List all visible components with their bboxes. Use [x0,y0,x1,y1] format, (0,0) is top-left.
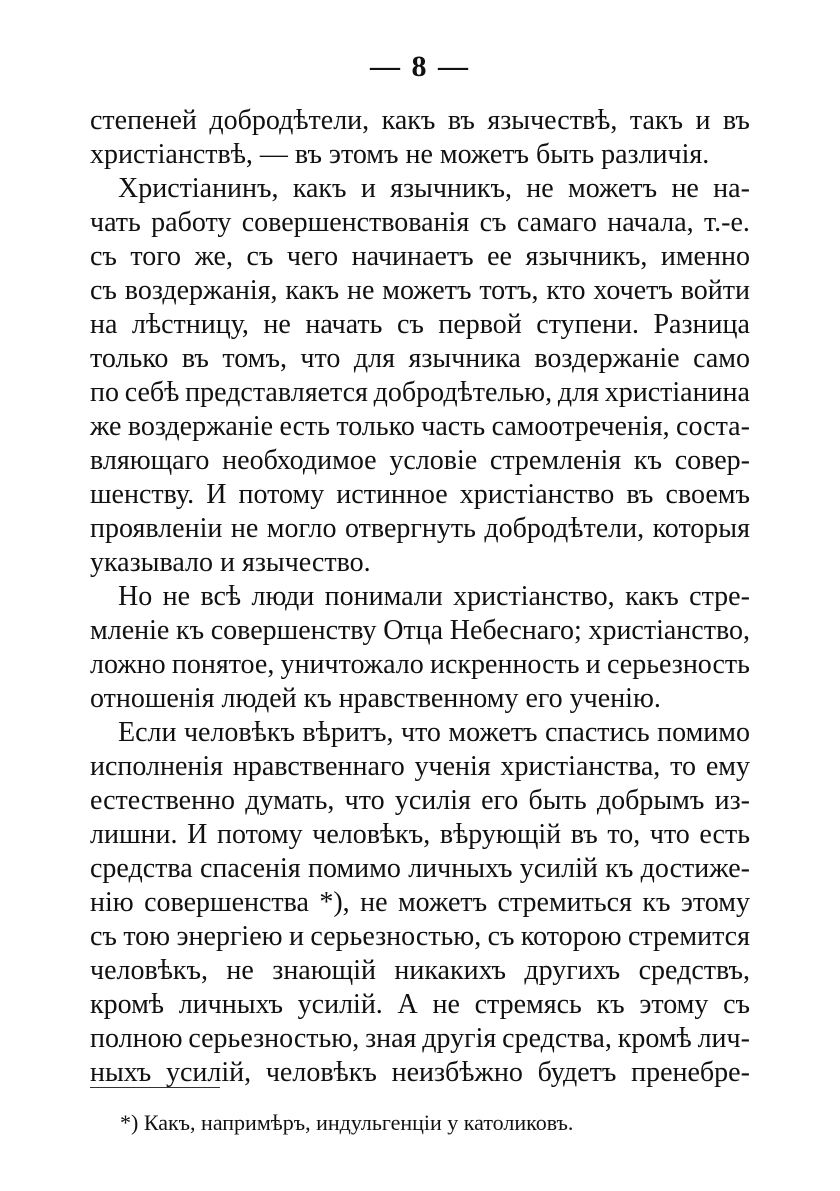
word: стремясь [474,989,582,1020]
word: усилія [394,785,471,816]
word: этому [680,887,750,918]
word: воздержаніе [534,343,680,374]
word: именно [660,241,750,272]
word: усилій, [165,1057,252,1088]
word: достиже- [640,853,750,884]
word: можетъ [448,717,538,748]
line-text: указывало и язычество. [90,547,371,578]
word: вѣритъ, [302,717,394,748]
word: совершенства [144,887,309,918]
text-line [90,887,750,921]
word: Но [118,581,153,612]
word: только [90,343,169,374]
word: кто [546,275,586,306]
page-number: — 8 — [370,50,470,83]
word: серьезностью, [188,1023,360,1054]
word: не [432,989,460,1020]
word: быть [528,785,587,816]
text-line [90,275,750,309]
word: мленіе [90,615,170,646]
word: можетъ [382,275,472,306]
word: воздержанія, [124,275,278,306]
word: Небеснаго; [449,615,582,646]
text-line [90,615,750,649]
word: ложно [90,649,166,680]
word: хочетъ [593,275,673,306]
word: зная [365,1023,417,1054]
word: человѣкъ [183,717,295,748]
word: самаго [516,207,597,238]
word: христіанство [459,479,615,510]
word: проявленіи [90,513,223,544]
word: по [90,377,119,408]
word: же [90,411,122,442]
word: помимо [657,717,750,748]
word: язычникъ, [525,241,648,272]
word: и [360,173,376,204]
word: усилій. [297,989,383,1020]
word: христіанство, [453,581,615,612]
word: своемъ [665,479,750,510]
word: лич- [697,1023,750,1054]
word: нравственнаго [232,751,405,782]
word: из- [714,785,750,816]
word: съ [90,241,117,272]
word: и [585,649,601,680]
text-line [90,445,750,479]
word: средства [90,853,193,884]
word: что [649,819,690,850]
word: только [336,411,415,442]
word: тотъ, [479,275,539,306]
text-line [90,377,750,411]
word: къ [642,887,671,918]
word: въ [570,819,598,850]
word: человѣкъ, [90,955,208,986]
word: можетъ [397,887,488,918]
word: на- [713,173,750,204]
word: добродѣтели, [484,513,645,544]
word: добродѣтелью, [373,377,553,408]
word: не [226,955,254,986]
line-text: отношенія людей къ нравственному его ученію. [90,683,661,714]
word: могло [266,513,337,544]
word: того [130,241,182,272]
word: въ [447,105,475,136]
word: совершенствованія [241,207,470,238]
word: совер- [674,445,750,476]
word: истинное [336,479,448,510]
word: помимо [308,853,401,884]
word: не [263,309,291,340]
word: какъ [285,275,340,306]
word: Отца [383,615,444,646]
word: шенству. [90,479,195,510]
word: И [187,819,208,850]
word: спастись [544,717,650,748]
word: этому [639,989,709,1020]
word: добрымъ [596,785,705,816]
word: же, [194,241,233,272]
word: христіанина [604,377,750,408]
text-line [90,309,750,343]
word: самоотреченія, [491,411,670,442]
footnote: *) Какъ, напримѣръ, индульгенціи у католиковъ. [120,1110,574,1135]
word: люди [251,581,315,612]
word: начинаетъ [351,241,474,272]
text-line [90,649,750,683]
text-line [90,411,750,445]
word: нію [90,887,134,918]
word: то [670,751,697,782]
word: какъ [625,581,679,612]
word: на [90,309,118,340]
text-line [90,785,750,819]
word: въ [722,105,750,136]
word: необходимое [222,445,377,476]
text-line [90,241,750,275]
text-line [90,955,750,989]
word: для [557,377,599,408]
word: и [288,921,304,952]
word: потому [238,479,325,510]
word: понимали [324,581,443,612]
word: не [671,173,699,204]
word: усилій [519,853,598,884]
word: которыя [652,513,750,544]
word: христіанства, [500,751,661,782]
word: личныхъ [178,989,283,1020]
word: первой [438,309,522,340]
word: условіе [389,445,478,476]
body-text [90,105,750,1091]
word: пренебре- [631,1057,750,1088]
word: уничтожало [280,649,424,680]
word: серьезностью, [310,921,482,952]
word: работу [151,207,232,238]
word: стремленія [489,445,622,476]
word: христіанство, [588,615,750,646]
text-line [90,853,750,887]
word: Если [118,717,177,748]
word: часть [421,411,486,442]
word: Разница [653,309,750,340]
word: ему [705,751,750,782]
text-line [90,751,750,785]
word: какъ [292,173,347,204]
word: добродѣтели, [209,105,370,136]
word: есть [699,819,750,850]
word: другихъ [524,955,621,986]
word: чего [286,241,339,272]
word: человѣкъ [265,1057,377,1088]
word: въ [181,343,209,374]
word: начать [305,309,383,340]
text-line [90,105,750,139]
word: спасенія [200,853,301,884]
word: всѣ [200,581,242,612]
word: лѣстницу, [131,309,249,340]
word: не [526,173,554,204]
word: язычествѣ, [487,105,618,136]
text-line [90,683,750,717]
word: ныхъ [90,1057,152,1088]
word: представляется [185,377,368,408]
word: язычника [408,343,521,374]
word: то, [607,819,641,850]
word: чать [90,207,141,238]
word: степеней [90,105,197,136]
word: себѣ [124,377,180,408]
word: томъ, [222,343,287,374]
word: И [206,479,227,510]
text-line [90,1057,750,1091]
word: само [693,343,750,374]
word: не [360,887,388,918]
text-line [90,343,750,377]
word: личныхъ [408,853,513,884]
text-line [90,139,750,173]
text-line [90,1023,750,1057]
word: съ [246,241,274,272]
word: совершенству [210,615,377,646]
word: понятое, [171,649,275,680]
word: какъ [381,105,436,136]
text-line [90,173,750,207]
word: другія [422,1023,497,1054]
word: потому [216,819,303,850]
word: съ [90,275,117,306]
word: для [353,343,395,374]
word: въ [626,479,654,510]
word: лишни. [90,819,178,850]
word: ступени. [536,309,639,340]
word: можетъ [568,173,658,204]
word: что [344,785,385,816]
word: его [481,785,519,816]
word: средства, [502,1023,612,1054]
word: начала, [607,207,694,238]
word: стремится [627,921,750,952]
word: съ [396,309,424,340]
word: соста- [676,411,750,442]
text-line [90,479,750,513]
word: искренность [430,649,580,680]
word: и [695,105,711,136]
word: съ [479,207,507,238]
word: А [397,989,418,1020]
word: которою [520,921,622,952]
word: будетъ [537,1057,617,1088]
word: отвергнуть [345,513,476,544]
word: человѣкъ, [312,819,431,850]
word: вляющаго [90,445,210,476]
word: стре- [689,581,750,612]
word: съ [90,921,117,952]
word: никакихъ [394,955,506,986]
text-line [90,547,750,581]
word: есть [279,411,331,442]
text-line [90,513,750,547]
text-line [90,921,750,955]
text-line [90,819,750,853]
word: вѣрующій [439,819,562,850]
word: серьезность [607,649,750,680]
word: энергіею [176,921,283,952]
text-line [90,581,750,615]
word: не [230,513,259,544]
word: исполненія [90,751,224,782]
word: не [162,581,191,612]
word: къ [605,853,634,884]
word: кромѣ [90,989,164,1020]
text-line [90,717,750,751]
word: полною [90,1023,183,1054]
word: ученія [414,751,491,782]
text-line [90,207,750,241]
word: тою [123,921,171,952]
word: что [400,717,441,748]
word: т.-е. [704,207,750,238]
word: къ [175,615,205,646]
word: язычникъ, [390,173,512,204]
word: Христіанинъ, [118,173,279,204]
word: съ [723,989,750,1020]
word: естественно [90,785,236,816]
word: знающій [272,955,376,986]
word: войти [680,275,750,306]
word: къ [596,989,625,1020]
line-text: христіанствѣ, — въ этомъ не можетъ быть различія. [90,139,710,170]
word: что [300,343,341,374]
word: стремиться [497,887,632,918]
word: средствъ, [638,955,750,986]
word: къ [633,445,662,476]
word: такъ [629,105,683,136]
word: кромѣ [617,1023,692,1054]
word: не [346,275,375,306]
word: *), [319,887,350,918]
word: неизбѣжно [391,1057,523,1088]
footnote-divider [90,1087,220,1088]
word: ее [487,241,512,272]
word: воздержаніе [127,411,274,442]
word: съ [487,921,515,952]
text-line [90,989,750,1023]
word: думать, [245,785,335,816]
